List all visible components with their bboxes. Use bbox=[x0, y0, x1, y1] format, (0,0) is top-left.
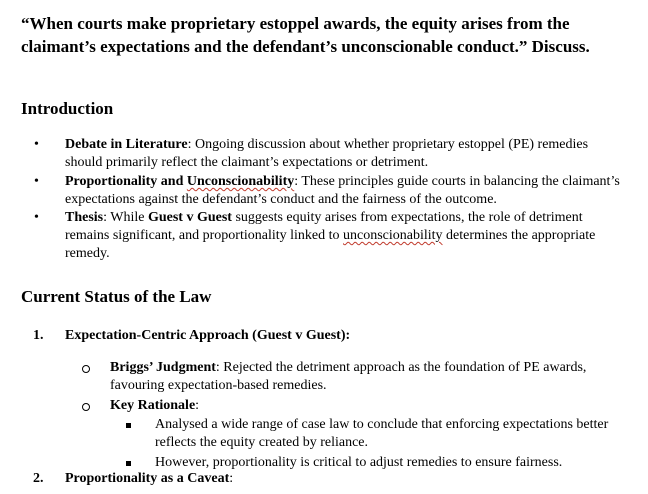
sub-label: Key Rationale bbox=[110, 398, 196, 413]
circle-bullet-icon bbox=[82, 403, 90, 411]
point-proportionality: However, proportionality is critical to adjust remedies to ensure fairness. bbox=[155, 455, 563, 470]
square-bullet-icon bbox=[126, 461, 131, 466]
bullet-text: determines the appropriate remedy. bbox=[65, 228, 596, 261]
case-name: Guest v Guest bbox=[256, 328, 341, 343]
sub-label: Briggs’ Judgment bbox=[110, 360, 216, 375]
heading-introduction: Introduction bbox=[21, 99, 114, 118]
spellcheck-word[interactable]: Unconscionability bbox=[186, 174, 295, 189]
bullet-text: suggests equity arises from expectations, the role of detriment remains significant, and proportionality linked to bbox=[65, 210, 583, 243]
item-label: Expectation-Centric Approach ( bbox=[65, 328, 257, 343]
bullet-label: Debate in Literature bbox=[65, 137, 188, 152]
bullet-text: : These principles guide courts in balancing the claimant’s expectations against the defendant’s conduct and the fairness of the outcome. bbox=[65, 174, 620, 207]
item-expectation-centric bbox=[65, 327, 350, 345]
essay-question-title: “When courts make proprietary estoppel awards, the equity arises from the claimant’s expectations and the defendant’s unconscionable conduct.” Discuss. bbox=[21, 14, 590, 56]
bullet-icon: • bbox=[34, 174, 39, 189]
bullet-icon: • bbox=[34, 137, 39, 152]
bullet-label: Thesis bbox=[65, 210, 104, 225]
square-bullet-icon bbox=[126, 423, 131, 428]
sub-label-tail: : bbox=[195, 398, 200, 413]
item-label: Proportionality as a Caveat bbox=[65, 471, 230, 486]
intro-bullet-thesis bbox=[65, 209, 625, 263]
bullet-label-part: Proportionality and bbox=[65, 174, 187, 189]
list-number: 2. bbox=[33, 471, 44, 486]
intro-bullet-debate bbox=[65, 136, 625, 172]
point-case-law: Analysed a wide range of case law to conclude that enforcing expectations better reflects the equity created by reliance. bbox=[155, 417, 609, 450]
bullet-text: : While bbox=[103, 210, 148, 225]
bullet-text: : Ongoing discussion about whether proprietary estoppel (PE) remedies should primarily reflect the claimant’s expectations or detriment. bbox=[65, 137, 589, 170]
spellcheck-word[interactable]: unconscionability bbox=[343, 228, 443, 243]
case-name: Guest v Guest bbox=[147, 210, 232, 225]
item-label-tail: ): bbox=[340, 328, 351, 343]
sub-item-key-rationale bbox=[110, 397, 635, 415]
list-number: 1. bbox=[33, 328, 44, 343]
intro-bullet-proportionality bbox=[65, 173, 625, 209]
heading-current-status: Current Status of the Law bbox=[21, 287, 212, 306]
item-proportionality-caveat bbox=[65, 470, 233, 488]
sub-item-briggs bbox=[110, 359, 635, 395]
bullet-icon: • bbox=[34, 210, 39, 225]
sub-text: : Rejected the detriment approach as the foundation of PE awards, favouring expectation-based remedies. bbox=[110, 360, 587, 393]
item-label-tail: : bbox=[229, 471, 234, 486]
circle-bullet-icon bbox=[82, 365, 90, 373]
bullet-label bbox=[65, 174, 294, 189]
